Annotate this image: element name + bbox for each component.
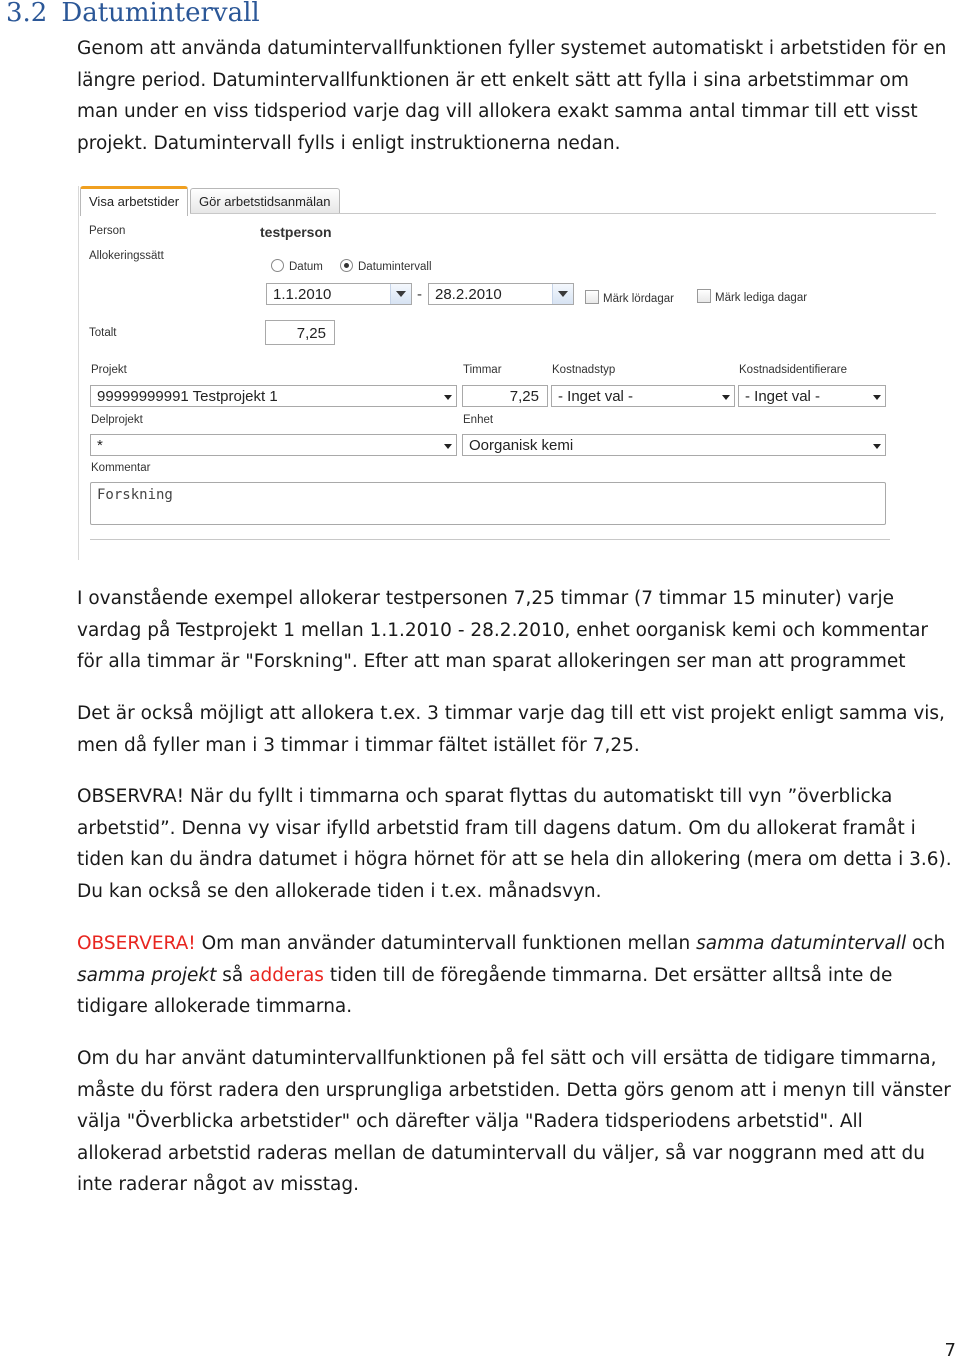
costid-value: - Inget val - (745, 388, 821, 405)
observera-red-word: adderas (249, 964, 324, 986)
date-dash: - (417, 286, 422, 303)
observera-text-3: så (216, 964, 250, 986)
chevron-down-icon[interactable] (552, 284, 573, 304)
section-heading (6, 0, 260, 28)
free-days-checkbox-label: Märk lediga dagar (715, 292, 808, 304)
radio-datum[interactable] (271, 259, 284, 272)
hours-label: Timmar (463, 364, 502, 376)
screenshot-border (78, 186, 79, 560)
unit-value: Oorganisk kemi (469, 437, 574, 454)
observra-paragraph: OBSERVRA! När du fyllt i timmarna och sparat flyttas du automatiskt till vyn ”överblicka arbetstid”. Denna vy visar ifylld arbetstid fram till dagens datum. Om du allokerat framåt i tiden kan du ändra datumet i högra hörnet för att se hela din allokering (mera om detta i 3.6). Du kan också se den allokerade tiden i t.ex. månadsvyn. (77, 786, 952, 902)
subproject-label: Delprojekt (91, 414, 143, 426)
dropdown-arrow-icon[interactable] (873, 395, 881, 400)
unit-select[interactable] (462, 434, 886, 456)
radio-datumintervall-label: Datumintervall (358, 261, 432, 273)
total-field[interactable]: 7,25 (265, 320, 335, 345)
delete-paragraph: Om du har använt datumintervallfunktionen på fel sätt och vill ersätta de tidigare timmarna, måste du först radera den ursprungliga arbetstiden. Detta görs genom att i menyn till vänster välja "Överblicka arbetstider" och därefter välja "Radera tidsperiodens arbetstid". All allokerad arbetstid raderas mellan de datumintervall du väljer, så var noggrann med att du inte raderar något av misstag. (77, 1048, 951, 1195)
date-from-value: 1.1.2010 (273, 286, 332, 303)
subproject-select[interactable] (90, 434, 457, 456)
person-label: Person (89, 225, 126, 237)
project-value: 99999999991 Testprojekt 1 (97, 388, 278, 405)
tab-visa-arbetstider[interactable]: Visa arbetstider (80, 186, 188, 216)
three-hours-paragraph: Det är också möjligt att allokera t.ex. 3 timmar varje dag till ett vist projekt enligt samma vis, men då fyller man i 3 timmar i timmar fältet istället för 7,25. (77, 703, 945, 756)
costtype-label: Kostnadstyp (552, 364, 616, 376)
intro-paragraph: Genom att använda datumintervallfunktionen fyller systemet automatiskt i arbetstiden för en längre period. Datumintervallfunktionen är ett enkelt sätt att fylla i sina arbetstimmar om man under en viss tidsperiod varje dag vill allokera exakt samma antal timmar till ett visst projekt. Datumintervall fylls i enligt instruktionerna nedan. (77, 38, 947, 154)
observera-emphasis-1: samma datumintervall (696, 933, 907, 954)
form-screenshot (78, 186, 936, 560)
page-number: 7 (944, 1340, 956, 1361)
dropdown-arrow-icon[interactable] (444, 444, 452, 449)
chevron-down-icon[interactable] (390, 284, 411, 304)
dropdown-arrow-icon[interactable] (873, 444, 881, 449)
hours-field[interactable]: 7,25 (462, 385, 548, 407)
allocation-label: Allokeringssätt (89, 250, 164, 262)
section-number: 3.2 (6, 0, 48, 28)
observera-text-4: tiden till de föregående timmarna. Det ersätter alltså inte de tidigare allokerade timmarna. (77, 964, 893, 1017)
unit-label: Enhet (463, 414, 494, 426)
subproject-value: * (97, 437, 103, 454)
costid-select[interactable] (738, 385, 886, 407)
radio-datumintervall[interactable] (340, 259, 353, 272)
project-select[interactable] (90, 385, 457, 407)
observera-text-1: Om man använder datumintervall funktionen mellan (195, 933, 697, 954)
total-label: Totalt (89, 327, 117, 339)
date-to-select[interactable] (428, 283, 574, 305)
costtype-select[interactable] (551, 385, 735, 407)
observera-paragraph (77, 928, 952, 1023)
saturday-checkbox-label: Märk lördagar (603, 293, 674, 305)
dropdown-arrow-icon[interactable] (444, 395, 452, 400)
costtype-value: - Inget val - (558, 388, 634, 405)
form-bottom-divider (90, 539, 890, 540)
section-title: Datumintervall (61, 0, 260, 28)
radio-datum-label: Datum (289, 261, 323, 273)
warning-label: OBSERVERA! (77, 933, 196, 954)
date-from-select[interactable] (266, 283, 412, 305)
project-label: Projekt (91, 364, 127, 376)
tab-divider (190, 213, 936, 214)
comment-textarea[interactable]: Forskning (90, 482, 886, 525)
comment-label: Kommentar (91, 462, 151, 474)
example-paragraph: I ovanstående exempel allokerar testpersonen 7,25 timmar (7 timmar 15 minuter) varje vardag på Testprojekt 1 mellan 1.1.2010 - 28.2.2010, enhet oorganisk kemi och kommentar för alla timmar är "Forskning". Efter att man sparat allokeringen ser man att programmet (77, 588, 929, 672)
observera-emphasis-2: samma projekt (77, 964, 217, 986)
observera-text-2: och (906, 933, 946, 954)
dropdown-arrow-icon[interactable] (722, 395, 730, 400)
date-to-value: 28.2.2010 (435, 286, 502, 303)
person-value: testperson (260, 224, 332, 240)
saturday-checkbox[interactable] (585, 290, 599, 304)
free-days-checkbox[interactable] (697, 289, 711, 303)
costid-label: Kostnadsidentifierare (739, 364, 848, 376)
tab-gor-arbetstidsanmalan[interactable]: Gör arbetstidsanmälan (190, 188, 340, 214)
